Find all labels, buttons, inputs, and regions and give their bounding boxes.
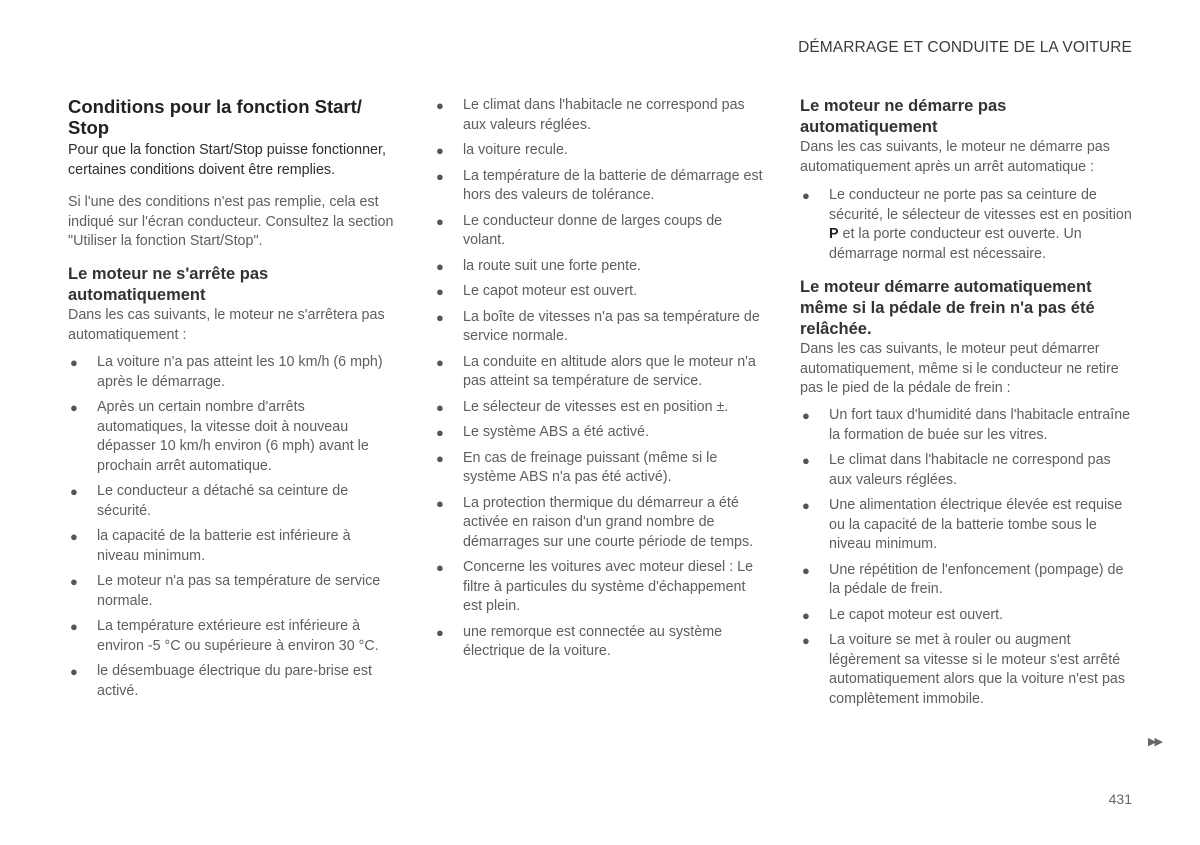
list-item: ● la capacité de la batterie est inférieure à niveau minimum. bbox=[70, 528, 351, 564]
list-item: ● la route suit une forte pente. bbox=[434, 257, 768, 277]
list-no-start-conditions bbox=[800, 186, 1136, 264]
subsection-intro-auto-start: Dans les cas suivants, le moteur peut démarrer automatiquement, même si le conducteur ne retire pas le pied de la pédale de frein : bbox=[800, 341, 1119, 396]
bullet-icon: ● bbox=[436, 624, 444, 640]
bullet-icon: ● bbox=[436, 560, 444, 575]
bullet-icon: ● bbox=[436, 309, 444, 325]
bullet-icon: ● bbox=[436, 168, 444, 184]
bullet-icon: ● bbox=[802, 607, 810, 623]
bullet-icon: ● bbox=[436, 354, 444, 370]
list-item: ● Concerne les voitures avec moteur diesel : Le filtre à particules du système d'échappement est plein. bbox=[436, 559, 754, 614]
list-item: ● Après un certain nombre d'arrêts automatiques, la vitesse doit à nouveau dépasser 10 km/h environ (6 mph) avant le prochain arrêt automatique. bbox=[70, 399, 369, 474]
list-item: ● Le moteur n'a pas sa température de service normale. bbox=[70, 573, 381, 609]
subsection-intro-no-start: Dans les cas suivants, le moteur ne démarre pas automatiquement après un arrêt automatique : bbox=[800, 139, 1110, 175]
list-item: ● Le conducteur donne de larges coups de volant. bbox=[436, 212, 723, 248]
bullet-icon: ● bbox=[436, 450, 444, 466]
bullet-icon: ● bbox=[70, 574, 78, 589]
list-item: ● En cas de freinage puissant (même si le système ABS n'a pas été activé). bbox=[436, 449, 718, 485]
list-item: ● Le conducteur a détaché sa ceinture de sécurité. bbox=[70, 483, 349, 519]
list-item: ● La température de la batterie de démarrage est hors des valeurs de tolérance. bbox=[436, 167, 763, 203]
gear-position-p: P bbox=[829, 226, 839, 242]
list-item: ● Une répétition de l'enfoncement (pompage) de la pédale de frein. bbox=[802, 561, 1124, 597]
list-item: ● Le capot moteur est ouvert. bbox=[800, 606, 1134, 626]
list-item: ● Le conducteur ne porte pas sa ceinture de sécurité, le sélecteur de vitesses est en position P et la porte conducteur est ouverte. Un démarrage normal est nécessaire. bbox=[802, 187, 1132, 262]
bullet-icon: ● bbox=[70, 619, 78, 634]
bullet-icon: ● bbox=[436, 399, 444, 415]
bullet-icon: ● bbox=[436, 143, 444, 158]
subsection-title-no-start: Le moteur ne démarre pas automatiquement bbox=[800, 97, 1007, 136]
list-item: ● La protection thermique du démarreur a été activée en raison d'un grand nombre de démarrages sur une courte période de temps. bbox=[436, 494, 754, 550]
subsection-title-no-stop: Le moteur ne s'arrête pas automatiquement bbox=[68, 265, 269, 304]
bullet-icon: ● bbox=[802, 633, 810, 648]
page-number: 431 bbox=[1108, 791, 1132, 807]
bullet-icon: ● bbox=[436, 425, 444, 440]
list-item: ● le désembuage électrique du pare-brise est activé. bbox=[70, 663, 372, 699]
subsection-title-auto-start: Le moteur démarre automatiquement même si la pédale de frein n'a pas été relâchée. bbox=[800, 278, 1095, 338]
list-item: ● La température extérieure est inférieure à environ -5 °C ou supérieure à environ 30 °C. bbox=[70, 618, 379, 654]
bullet-icon: ● bbox=[70, 664, 78, 679]
bullet-icon: ● bbox=[802, 562, 810, 578]
bullet-icon: ● bbox=[802, 453, 810, 468]
bullet-icon: ● bbox=[802, 408, 810, 423]
list-item: ● une remorque est connectée au système électrique de la voiture. bbox=[436, 623, 723, 659]
list-item: ● Le climat dans l'habitacle ne correspond pas aux valeurs réglées. bbox=[436, 97, 745, 133]
list-item: ● Le sélecteur de vitesses est en position ±. bbox=[434, 398, 768, 418]
bullet-icon: ● bbox=[436, 98, 444, 113]
bullet-icon: ● bbox=[802, 498, 810, 513]
list-item: ● Le système ABS a été activé. bbox=[434, 423, 768, 443]
section-note: Si l'une des conditions n'est pas remplie, cela est indiqué sur l'écran conducteur. Consultez la section "Utiliser la fonction Start/Stop". bbox=[68, 194, 394, 249]
list-no-stop-conditions bbox=[68, 353, 404, 701]
bullet-icon: ● bbox=[436, 284, 444, 299]
list-item: ● Une alimentation électrique élevée est requise ou la capacité de la batterie tombe sous le niveau minimum. bbox=[802, 497, 1123, 552]
bullet-icon: ● bbox=[70, 529, 78, 544]
bullet-icon: ● bbox=[436, 495, 444, 511]
section-intro: Pour que la fonction Start/Stop puisse fonctionner, certaines conditions doivent être remplies. bbox=[68, 142, 386, 178]
bullet-icon: ● bbox=[436, 213, 444, 229]
list-item: ● Le capot moteur est ouvert. bbox=[434, 282, 768, 302]
list-item: ● Un fort taux d'humidité dans l'habitacle entraîne la formation de buée sur les vitres. bbox=[802, 407, 1131, 443]
list-item: ● La voiture se met à rouler ou augment légèrement sa vitesse si le moteur s'est arrêté automatiquement alors que la voiture n'est pas complètement immobile. bbox=[802, 632, 1125, 707]
bullet-icon: ● bbox=[802, 188, 810, 203]
list-auto-start-conditions bbox=[800, 406, 1136, 709]
chapter-header: DÉMARRAGE ET CONDUITE DE LA VOITURE bbox=[798, 39, 1132, 56]
list-item: ● La conduite en altitude alors que le moteur n'a pas atteint sa température de service. bbox=[436, 353, 756, 389]
subsection-intro-no-stop: Dans les cas suivants, le moteur ne s'arrêtera pas automatiquement : bbox=[68, 307, 385, 343]
bullet-icon: ● bbox=[70, 484, 78, 499]
bullet-icon: ● bbox=[436, 258, 444, 274]
list-item: ● Le climat dans l'habitacle ne correspond pas aux valeurs réglées. bbox=[802, 452, 1111, 488]
next-page-arrows-icon: ▶▶ bbox=[1148, 736, 1161, 748]
section-title-conditions: Conditions pour la fonction Start/ Stop bbox=[68, 96, 362, 138]
list-item: ● La boîte de vitesses n'a pas sa température de service normale. bbox=[436, 308, 760, 344]
list-item: ● la voiture recule. bbox=[434, 141, 768, 161]
bullet-icon: ● bbox=[70, 400, 78, 415]
list-no-stop-conditions-cont bbox=[434, 96, 770, 662]
bullet-icon: ● bbox=[70, 355, 78, 370]
list-item: ● La voiture n'a pas atteint les 10 km/h (6 mph) après le démarrage. bbox=[70, 354, 383, 390]
